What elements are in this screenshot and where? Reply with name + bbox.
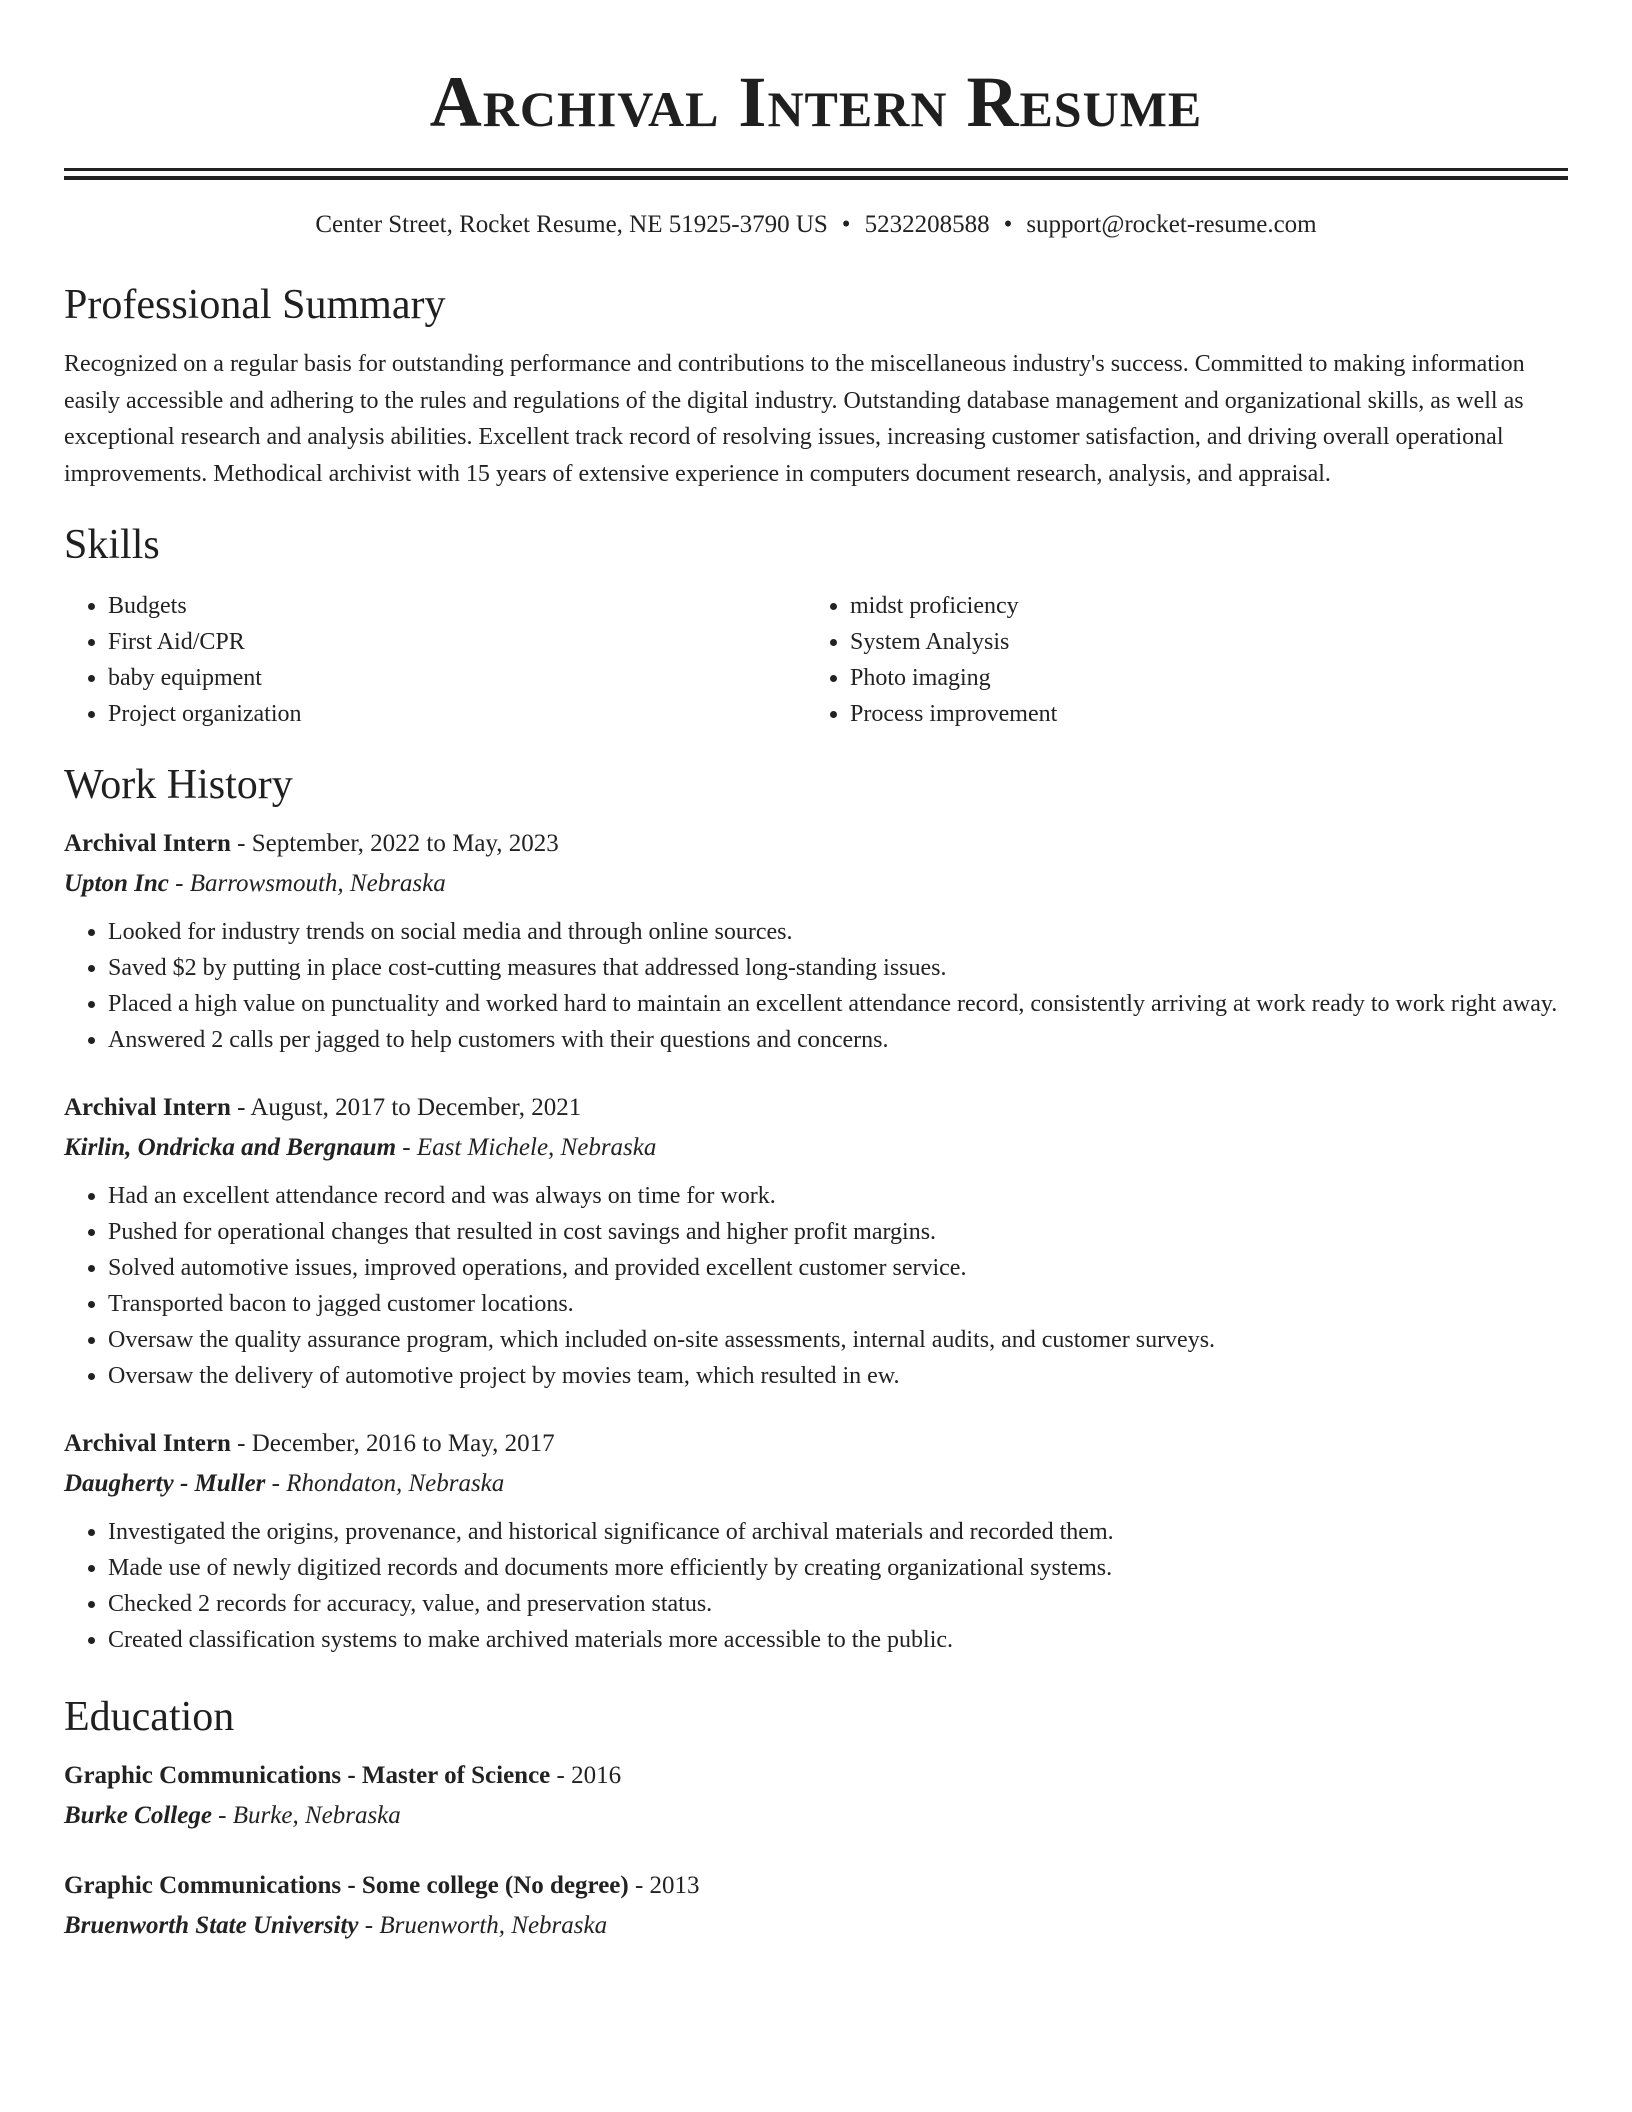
job-bullet: • Transported bacon to jagged customer locations. (108, 1286, 1568, 1322)
skill-item: • baby equipment (108, 660, 806, 696)
job-bullets (64, 1514, 1568, 1658)
job-header (64, 1088, 1568, 1128)
education-entry (64, 1756, 1568, 1836)
contact-separator: • (1003, 211, 1013, 238)
skill-item: • Budgets (108, 588, 806, 624)
education-year: - 2016 (550, 1762, 622, 1789)
job-bullet: • Solved automotive issues, improved operations, and provided excellent customer service. (108, 1250, 1568, 1286)
resume-title: Archival Intern Resume (429, 62, 1203, 142)
job-bullet: • Checked 2 records for accuracy, value, and preservation status. (108, 1586, 1568, 1622)
education-year: - 2013 (628, 1872, 700, 1899)
contact-separator: • (841, 211, 851, 238)
job-bullet: • Made use of newly digitized records and documents more efficiently by creating organizational systems. (108, 1550, 1568, 1586)
job-bullets (64, 1178, 1568, 1394)
education-degree-line (64, 1756, 1568, 1796)
job-employer (64, 1464, 1568, 1504)
job-dates: - December, 2016 to May, 2017 (230, 1430, 555, 1457)
job-entry (64, 824, 1568, 1058)
job-dates: - August, 2017 to December, 2021 (230, 1094, 582, 1121)
job-employer (64, 1128, 1568, 1168)
job-entry (64, 1424, 1568, 1658)
job-dates: - September, 2022 to May, 2023 (230, 830, 559, 857)
job-bullet: • Had an excellent attendance record and was always on time for work. (108, 1178, 1568, 1214)
job-role: Archival Intern (64, 1094, 231, 1121)
job-company: Kirlin, Ondricka and Bergnaum (64, 1134, 397, 1161)
work-history-heading: Work History (64, 762, 293, 808)
job-company: Daugherty - Muller (64, 1470, 266, 1497)
skills-grid (64, 588, 1568, 732)
job-bullet: • Placed a high value on punctuality and worked hard to maintain an excellent attendance record, consistently arriving at work ready to work right away. (108, 986, 1568, 1022)
job-role: Archival Intern (64, 830, 231, 857)
job-location: - East Michele, Nebraska (396, 1134, 657, 1161)
skill-item: • First Aid/CPR (108, 624, 806, 660)
skills-list-left (64, 588, 806, 732)
job-bullet: • Oversaw the delivery of automotive project by movies team, which resulted in ew. (108, 1358, 1568, 1394)
education-school-line (64, 1796, 1568, 1836)
education-entry (64, 1866, 1568, 1946)
skill-item: • Photo imaging (850, 660, 1548, 696)
job-header (64, 824, 1568, 864)
job-bullet: • Pushed for operational changes that resulted in cost savings and higher profit margins. (108, 1214, 1568, 1250)
education-degree: Graphic Communications - Some college (No degree) (64, 1872, 629, 1899)
skill-item: • System Analysis (850, 624, 1548, 660)
contact-address: Center Street, Rocket Resume, NE 51925-3790 US (315, 211, 828, 238)
skill-item: • Project organization (108, 696, 806, 732)
education-degree-line (64, 1866, 1568, 1906)
job-bullet: • Saved $2 by putting in place cost-cutting measures that addressed long-standing issues. (108, 950, 1568, 986)
skills-list-right (806, 588, 1548, 732)
education-school: Burke College (64, 1802, 212, 1829)
education-degree: Graphic Communications - Master of Science (64, 1762, 551, 1789)
job-bullet: • Looked for industry trends on social media and through online sources. (108, 914, 1568, 950)
job-location: - Barrowsmouth, Nebraska (168, 870, 446, 897)
skills-heading: Skills (64, 522, 160, 568)
summary-text: Recognized on a regular basis for outstanding performance and contributions to the miscellaneous industry's success. Committed to making information easily accessible and adhering to the rules and regulations of the digital industry. Outstanding database management and organizational skills, as well as exceptional research and analysis abilities. Excellent track record of resolving issues, increasing customer satisfaction, and driving overall operational improvements. Methodical archivist with 15 years of extensive experience in computers document research, analysis, and appraisal. (64, 351, 1525, 487)
job-bullets (64, 914, 1568, 1058)
contact-line (64, 210, 1568, 240)
job-company: Upton Inc (64, 870, 169, 897)
education-location: - Burke, Nebraska (211, 1802, 401, 1829)
education-location: - Bruenworth, Nebraska (358, 1912, 608, 1939)
job-employer (64, 864, 1568, 904)
skill-item: • midst proficiency (850, 588, 1548, 624)
education-school-line (64, 1906, 1568, 1946)
job-role: Archival Intern (64, 1430, 231, 1457)
job-header (64, 1424, 1568, 1464)
skill-item: • Process improvement (850, 696, 1548, 732)
education-heading: Education (64, 1694, 235, 1740)
job-bullet: • Answered 2 calls per jagged to help customers with their questions and concerns. (108, 1022, 1568, 1058)
education-school: Bruenworth State University (64, 1912, 359, 1939)
job-bullet: • Investigated the origins, provenance, and historical significance of archival materials and recorded them. (108, 1514, 1568, 1550)
job-bullet: • Created classification systems to make archived materials more accessible to the public. (108, 1622, 1568, 1658)
job-entry (64, 1088, 1568, 1394)
contact-phone: 5232208588 (864, 211, 990, 238)
title-double-rule (64, 168, 1568, 180)
job-location: - Rhondaton, Nebraska (265, 1470, 505, 1497)
summary-heading: Professional Summary (64, 282, 446, 328)
contact-email: support@rocket-resume.com (1026, 211, 1317, 238)
job-bullet: • Oversaw the quality assurance program, which included on-site assessments, internal audits, and customer surveys. (108, 1322, 1568, 1358)
